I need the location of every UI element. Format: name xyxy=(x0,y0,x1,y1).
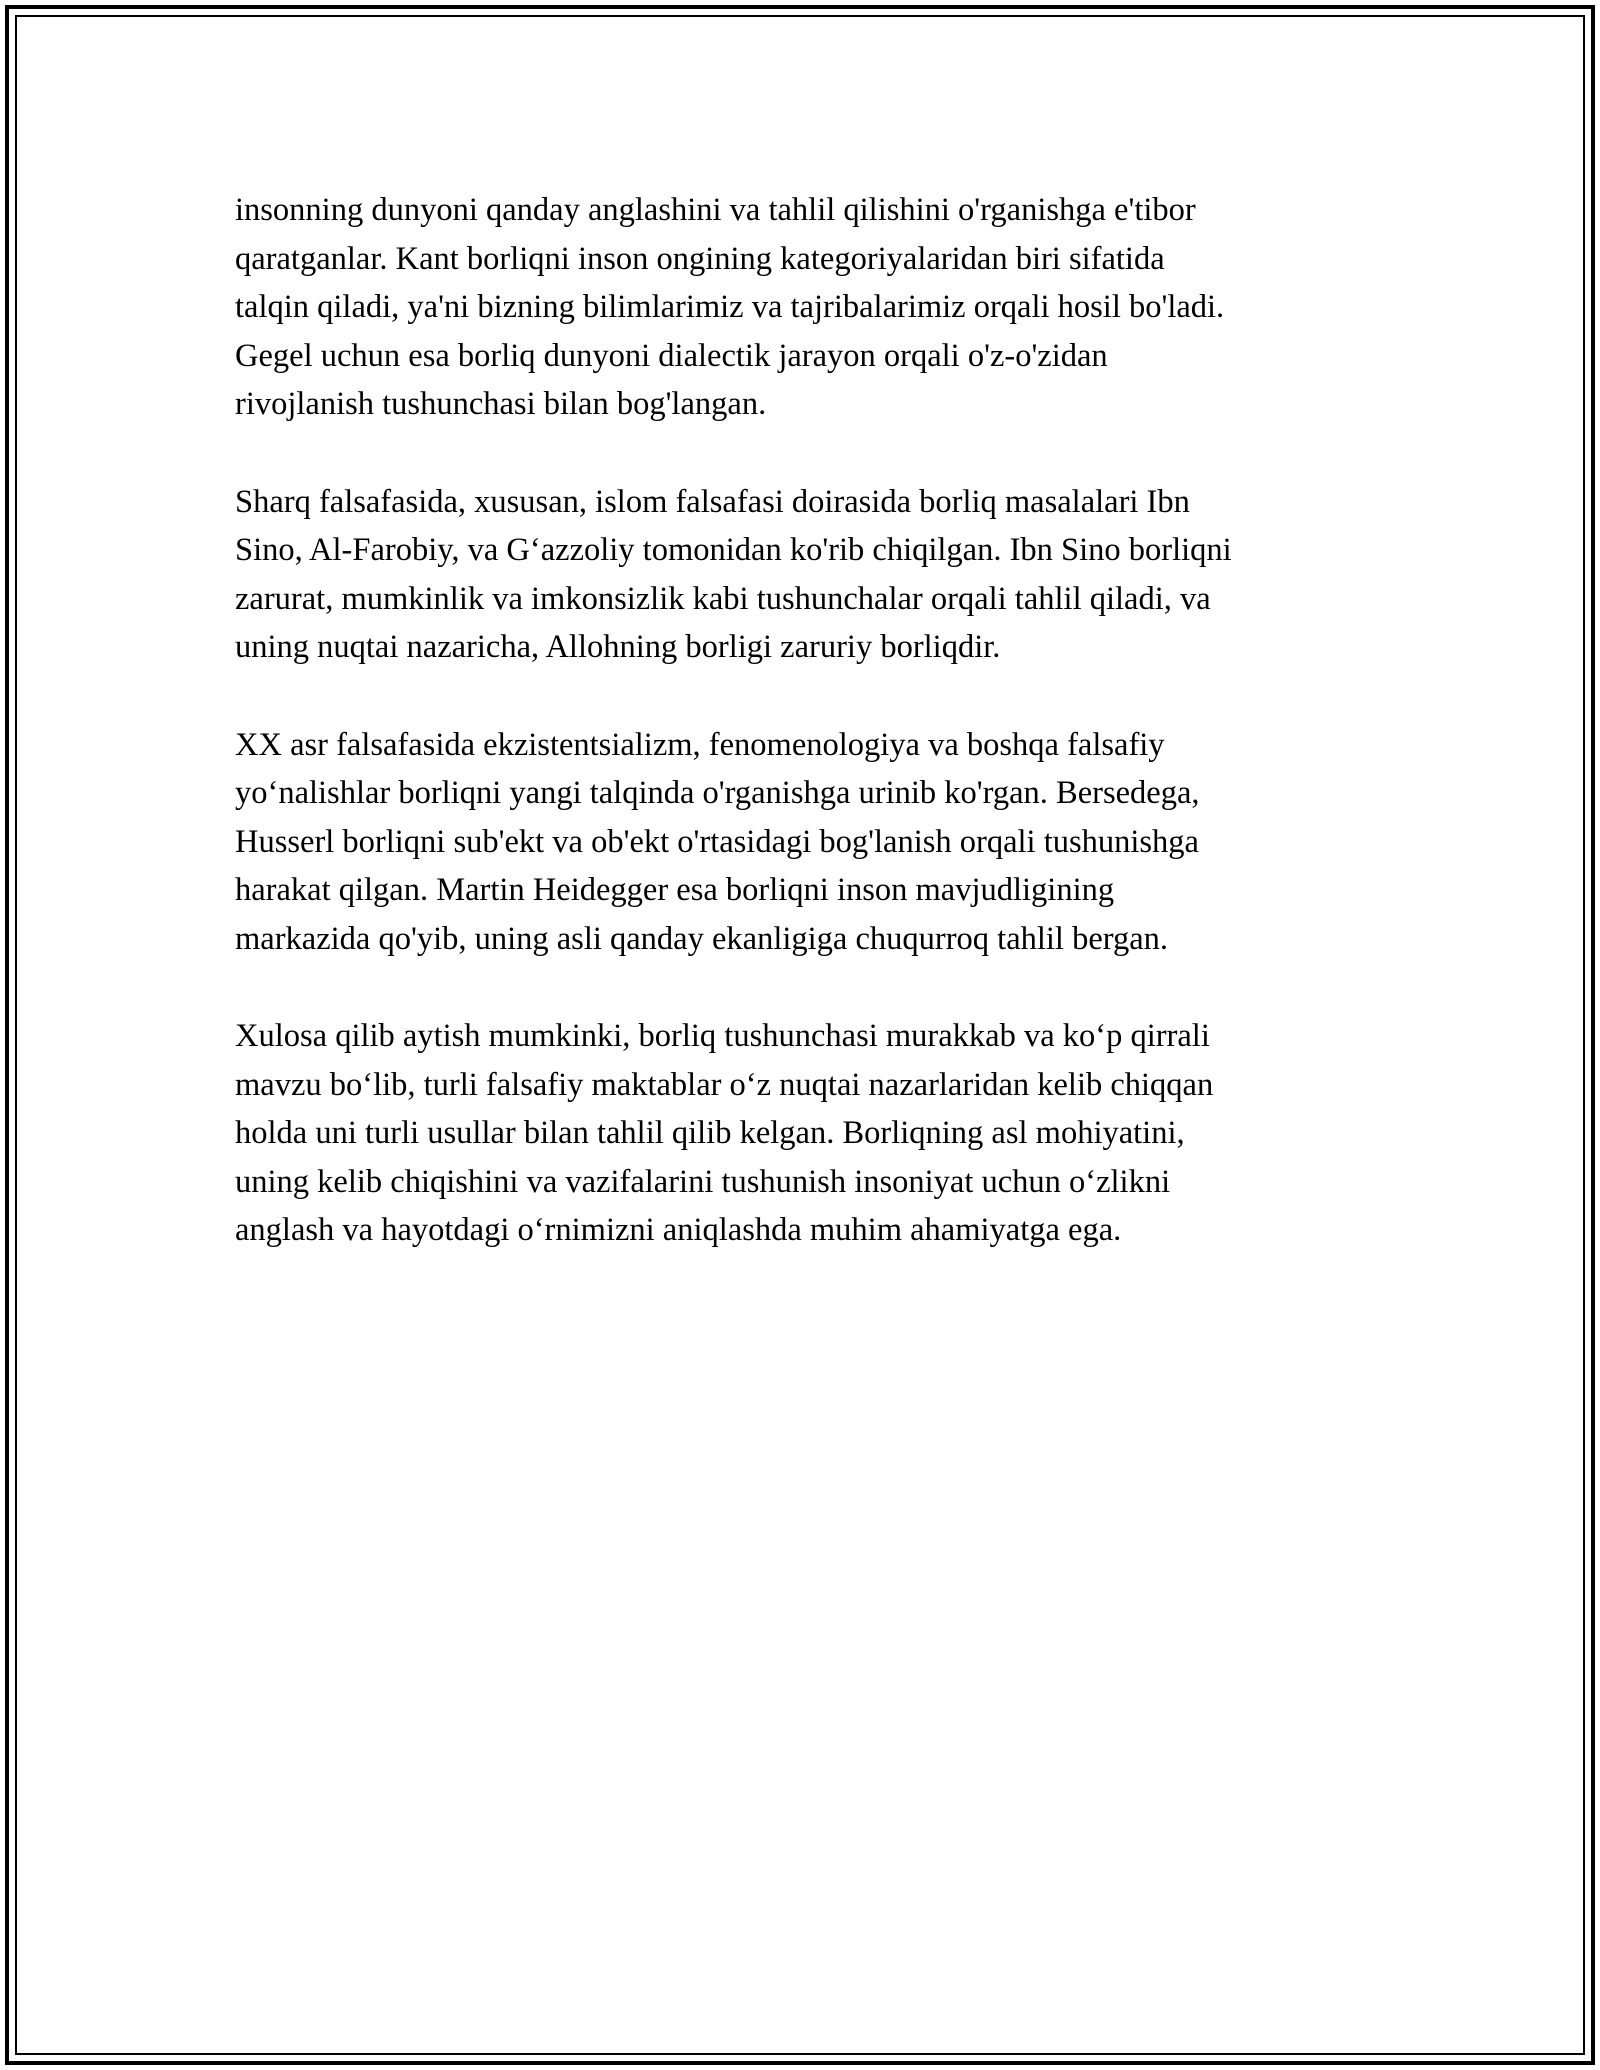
text-line: XX asr falsafasida ekzistentsializm, fenomenologiya va boshqa falsafiy xyxy=(235,726,1165,763)
text-line: markazida qo'yib, uning asli qanday ekanligiga chuqurroq tahlil bergan. xyxy=(235,920,1169,957)
text-line: mavzu bo‘lib, turli falsafiy maktablar o‘z nuqtai nazarlaridan kelib chiqqan xyxy=(235,1066,1214,1103)
text-line: qaratganlar. Kant borliqni inson ongining kategoriyalaridan biri sifatida xyxy=(235,240,1165,277)
paragraph-3 xyxy=(235,721,1385,964)
text-line: Xulosa qilib aytish mumkinki, borliq tushunchasi murakkab va ko‘p qirrali xyxy=(235,1018,1210,1055)
text-line: yo‘nalishlar borliqni yangi talqinda o'rganishga urinib ko'rgan. Bersedega, xyxy=(235,775,1200,812)
text-line: Sharq falsafasida, xususan, islom falsafasi doirasida borliq masalalari Ibn xyxy=(235,483,1190,520)
paragraph-1 xyxy=(235,186,1385,429)
text-line: holda uni turli usullar bilan tahlil qilib kelgan. Borliqning asl mohiyatini, xyxy=(235,1115,1185,1152)
text-line: harakat qilgan. Martin Heidegger esa borliqni inson mavjudligining xyxy=(235,872,1115,909)
text-line: uning nuqtai nazaricha, Allohning borligi zaruriy borliqdir. xyxy=(235,629,1001,666)
text-line: Sino, Al-Farobiy, va G‘azzoliy tomonidan ko'rib chiqilgan. Ibn Sino borliqni xyxy=(235,532,1232,569)
text-line: Husserl borliqni sub'ekt va ob'ekt o'rtasidagi bog'lanish orqali tushunishga xyxy=(235,823,1199,860)
text-line: zarurat, mumkinlik va imkonsizlik kabi tushunchalar orqali tahlil qiladi, va xyxy=(235,580,1211,617)
text-line: anglash va hayotdagi o‘rnimizni aniqlashda muhim ahamiyatga ega. xyxy=(235,1212,1122,1249)
text-line: Gegel uchun esa borliq dunyoni dialectik jarayon orqali o'z-o'zidan xyxy=(235,337,1108,374)
text-line: insonning dunyoni qanday anglashini va tahlil qilishini o'rganishga e'tibor xyxy=(235,192,1196,228)
text-line: talqin qiladi, ya'ni bizning bilimlarimiz va tajribalarimiz orqali hosil bo'ladi. xyxy=(235,289,1225,326)
paragraph-4 xyxy=(235,1012,1385,1255)
document-body xyxy=(235,186,1385,1304)
text-line: rivojlanish tushunchasi bilan bog'langan. xyxy=(235,386,767,423)
text-line: uning kelib chiqishini va vazifalarini tushunish insoniyat uchun o‘zlikni xyxy=(235,1163,1171,1200)
paragraph-2 xyxy=(235,478,1385,672)
